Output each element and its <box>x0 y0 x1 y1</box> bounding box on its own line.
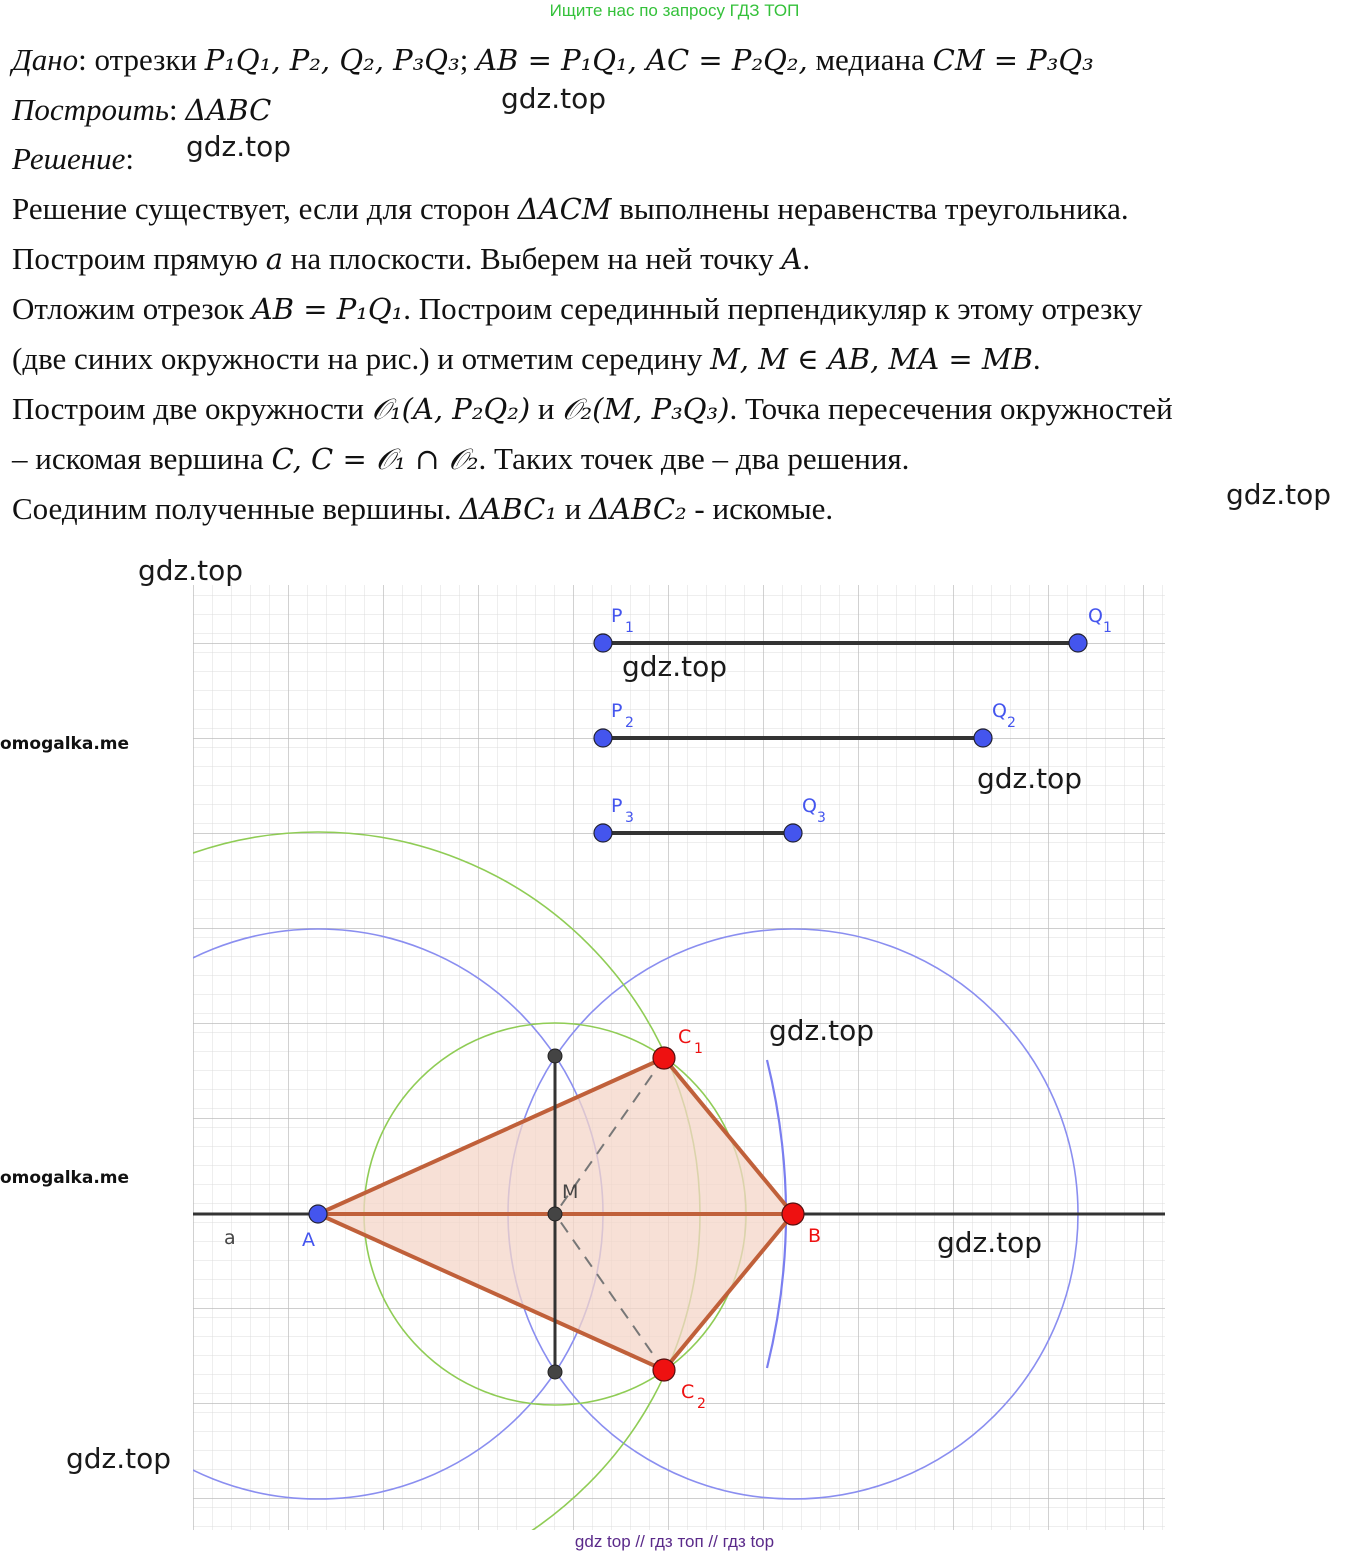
l2m1: a <box>265 242 283 276</box>
point-bisector-top <box>548 1049 562 1063</box>
l5a: Построим две окружности <box>12 391 372 426</box>
l6m: C, C = 𝒪₁ ∩ 𝒪₂ <box>271 442 479 476</box>
point-q1 <box>1069 634 1087 652</box>
l3m: AB = P₁Q₁ <box>251 292 404 326</box>
construct-text: : <box>169 92 186 127</box>
given-math2: AB = P₁Q₁, AC = P₂Q₂, <box>476 43 808 77</box>
l5c: . Точка пересечения окружностей <box>729 391 1173 426</box>
watermark-6: gdz.top <box>977 762 1083 795</box>
label-b: B <box>808 1225 822 1247</box>
l7m2: ΔABC₂ <box>589 492 687 526</box>
l4m: M, M ∈ AB, MA = MB <box>710 342 1033 376</box>
l4a: (две синих окружности на рис.) и отметим середину <box>12 341 711 376</box>
watermark-9: gdz.top <box>66 1442 172 1475</box>
point-p3 <box>594 824 612 842</box>
watermark-1: gdz.top <box>501 82 607 115</box>
construct-label: Построить <box>12 92 170 127</box>
watermark-7: gdz.top <box>769 1014 875 1047</box>
given-math1: P₁Q₁, P₂, Q₂, P₃Q₃ <box>204 43 460 77</box>
given-text2: ; <box>459 42 477 77</box>
l2m2: A <box>781 242 803 276</box>
label-a: A <box>302 1229 315 1251</box>
label-c2: C <box>681 1381 695 1403</box>
l1a: Решение существует, если для сторон <box>12 191 518 226</box>
side-watermark-2: omogalka.me <box>0 1168 130 1188</box>
label-c2-sub: 2 <box>697 1396 706 1412</box>
label-q1: Q <box>1088 605 1103 627</box>
point-b <box>782 1203 804 1225</box>
label-p2-sub: 2 <box>625 715 634 731</box>
l1b: выполнены неравенства треугольника. <box>611 191 1129 226</box>
l1m: ΔACM <box>517 192 612 226</box>
watermark-4: gdz.top <box>138 554 244 587</box>
l2b: на плоскости. Выберем на ней точку <box>282 241 782 276</box>
point-p2 <box>594 729 612 747</box>
l6a: – искомая вершина <box>12 441 272 476</box>
label-q2-sub: 2 <box>1007 715 1016 731</box>
point-m <box>548 1207 562 1221</box>
l7m1: ΔABC₁ <box>459 492 557 526</box>
l7c: - искомые. <box>686 491 834 526</box>
point-c2 <box>653 1359 675 1381</box>
l6b: . Таких точек две – два решения. <box>478 441 910 476</box>
label-q1-sub: 1 <box>1103 620 1112 636</box>
solution-text: : <box>125 141 134 176</box>
l3a: Отложим отрезок <box>12 291 252 326</box>
label-p1-sub: 1 <box>625 620 634 636</box>
top-banner[interactable]: Ищите нас по запросу ГДЗ ТОП <box>549 1 800 20</box>
given-label: Дано <box>12 42 79 77</box>
label-c1-sub: 1 <box>694 1041 703 1057</box>
label-m: M <box>562 1181 579 1203</box>
given-math3: CM = P₃Q₃ <box>932 43 1094 77</box>
solution-label: Решение <box>12 141 126 176</box>
l5m2: 𝒪₂(M, P₃Q₃) <box>562 392 730 426</box>
label-q2: Q <box>992 700 1007 722</box>
watermark-2: gdz.top <box>186 130 292 163</box>
point-q2 <box>974 729 992 747</box>
point-bisector-bottom <box>548 1365 562 1379</box>
point-p1 <box>594 634 612 652</box>
watermark-5: gdz.top <box>622 650 728 683</box>
l5m1: 𝒪₁(A, P₂Q₂) <box>371 392 531 426</box>
l3b: . Построим серединный перпендикуляр к этому отрезку <box>403 291 1143 326</box>
point-c1 <box>653 1047 675 1069</box>
l7a: Соединим полученные вершины. <box>12 491 460 526</box>
label-q3: Q <box>802 795 817 817</box>
point-a <box>309 1205 327 1223</box>
construct-math: ΔABC <box>185 93 272 127</box>
point-q3 <box>784 824 802 842</box>
watermark-3: gdz.top <box>1226 478 1332 511</box>
l7b: и <box>557 491 590 526</box>
footer-links[interactable]: gdz top // гдз топ // гдз top <box>574 1532 775 1551</box>
l5b: и <box>530 391 563 426</box>
label-line-a: a <box>224 1227 236 1249</box>
l2c: . <box>802 241 811 276</box>
l2a: Построим прямую <box>12 241 266 276</box>
label-p1: P <box>611 605 623 627</box>
label-q3-sub: 3 <box>817 810 826 826</box>
label-p2: P <box>611 700 623 722</box>
label-p3-sub: 3 <box>625 810 634 826</box>
l4b: . <box>1032 341 1041 376</box>
label-p3: P <box>611 795 623 817</box>
side-watermark-1: omogalka.me <box>0 734 130 754</box>
given-text1: : отрезки <box>78 42 205 77</box>
label-c1: C <box>678 1026 692 1048</box>
given-text3: медиана <box>807 42 933 77</box>
watermark-8: gdz.top <box>937 1226 1043 1259</box>
